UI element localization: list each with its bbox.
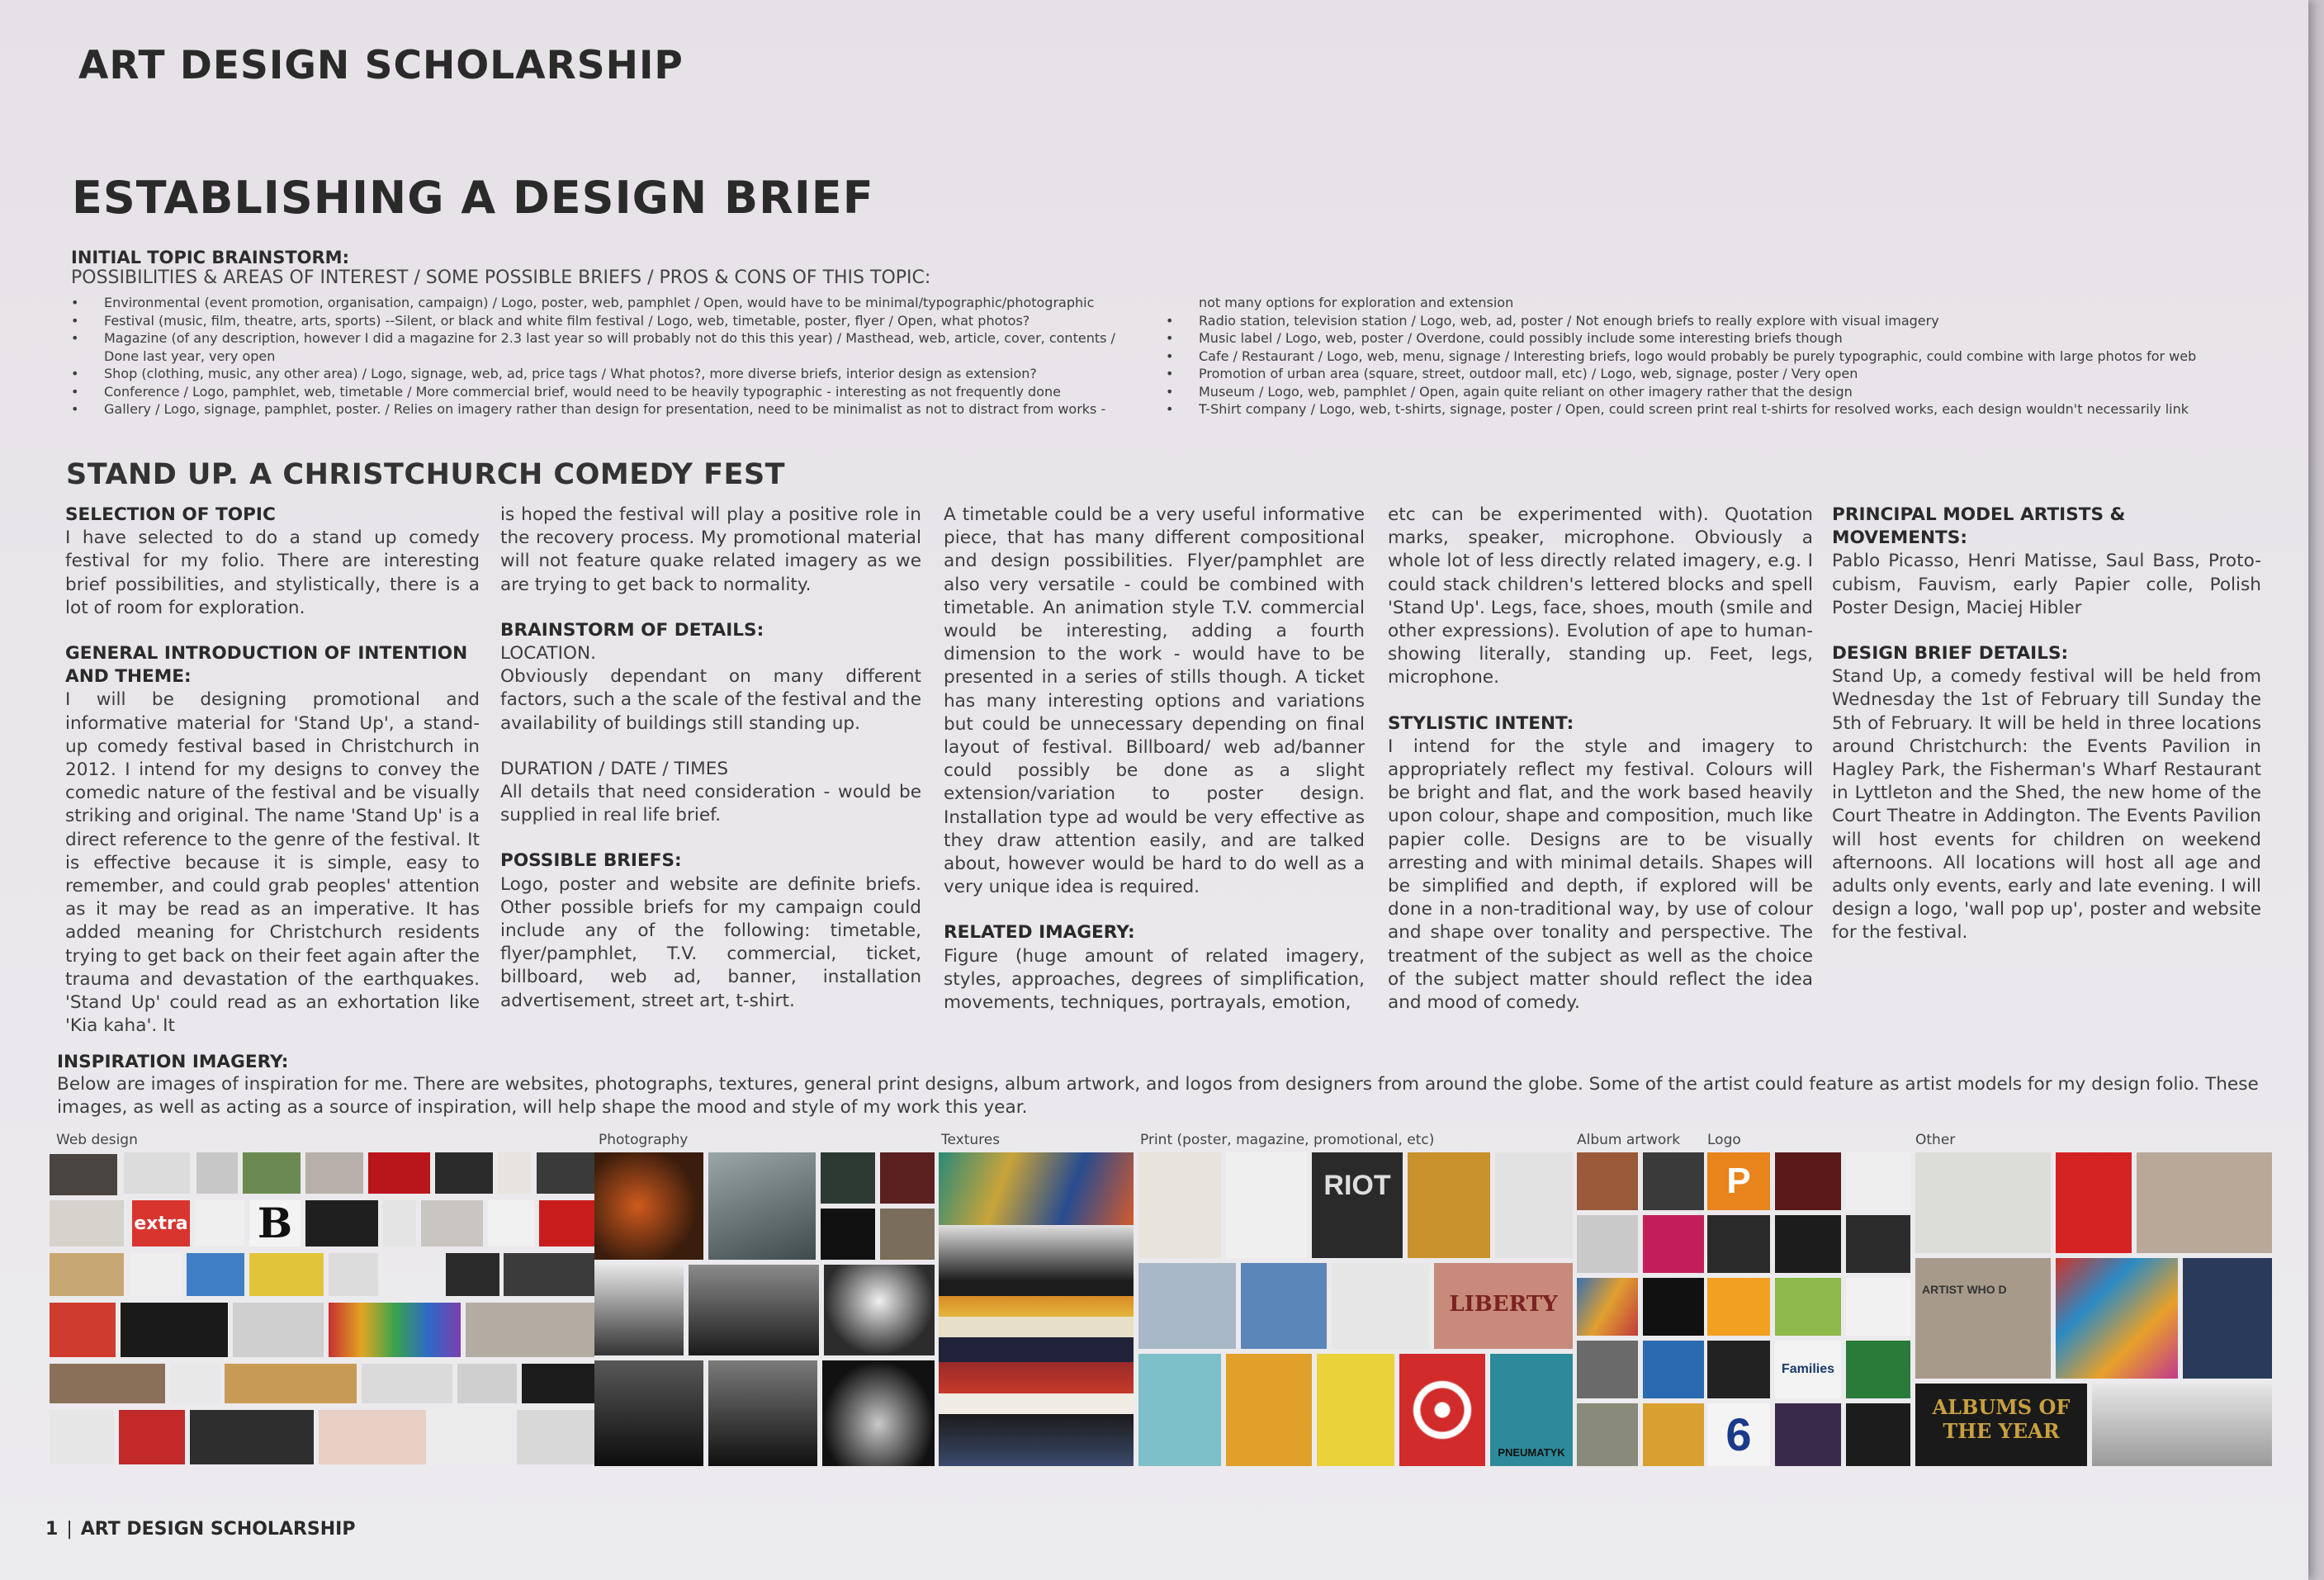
web-thumbnail: [446, 1253, 499, 1296]
web-thumbnail: [421, 1200, 483, 1246]
category-label-logo: Logo: [1707, 1132, 1741, 1148]
brainstorm-subheading: POSSIBILITIES & AREAS OF INTEREST / SOME POSSIBLE BRIEFS / PROS & CONS OF THIS TOPIC:: [71, 267, 931, 288]
print-thumbnail: [1408, 1152, 1490, 1258]
list-item: • Music label / Logo, web, poster / Overdone, could possibly include some interesting briefs though: [1166, 329, 2264, 348]
brainstorm-list-left: [71, 294, 1144, 419]
print-thumbnail: [1138, 1354, 1221, 1466]
text-column-1: [65, 504, 480, 1038]
print-thumbnail: [1226, 1152, 1307, 1258]
print-thumbnail: [1317, 1354, 1394, 1466]
location-label: LOCATION.: [500, 643, 597, 665]
web-thumbnail: [537, 1152, 594, 1194]
print-thumbnail-pneumatyk: PNEUMATYK: [1490, 1354, 1573, 1466]
list-item: • T-Shirt company / Logo, web, t-shirts, signage, poster / Open, could screen print real t-shirts for resolved works, each design wouldn't necessarily link: [1166, 400, 2264, 419]
text-column-5: [1832, 504, 2261, 945]
list-item: • Magazine (of any description, however I did a magazine for 2.3 last year so will probably not do this this year) / Masthead, web, article, cover, contents /: [71, 329, 1144, 348]
web-thumbnail: [305, 1152, 363, 1194]
brief-details-heading: DESIGN BRIEF DETAILS:: [1832, 643, 2069, 665]
print-image-grid: [1138, 1152, 1573, 1466]
logo-thumbnail: [1707, 1278, 1770, 1336]
web-thumbnail-letter: B: [249, 1200, 301, 1246]
logo-thumbnail: [1775, 1403, 1841, 1466]
web-thumbnail: [50, 1303, 116, 1357]
other-thumbnail-albums: ALBUMS OF THE YEAR: [1915, 1384, 2087, 1466]
logo-thumbnail-p: P: [1707, 1152, 1770, 1210]
photo-thumbnail: [824, 1265, 935, 1355]
print-thumbnail: [1138, 1152, 1221, 1258]
festival-title: STAND UP. A CHRISTCHURCH COMEDY FEST: [66, 458, 786, 491]
list-item: • Gallery / Logo, signage, pamphlet, poster. / Relies on imagery rather than design for presentation, need to be minimalist as not to distract from works -: [71, 400, 1144, 419]
selection-heading: SELECTION OF TOPIC: [65, 504, 276, 525]
album-thumbnail: [1577, 1341, 1638, 1398]
texture-thumbnail: [939, 1362, 1134, 1466]
web-thumbnail: [329, 1303, 461, 1357]
list-item: • Shop (clothing, music, any other area) / Logo, signage, web, ad, price tags / What photos?, more diverse briefs, interior design as extension?: [71, 365, 1144, 383]
web-thumbnail: [233, 1303, 324, 1357]
web-thumbnail: [539, 1200, 594, 1246]
other-image-grid: [1915, 1152, 2272, 1466]
category-label-album-artwork: Album artwork: [1577, 1132, 1681, 1148]
footer: [45, 1519, 355, 1540]
list-item: • Festival (music, film, theatre, arts, sports) --Silent, or black and white film festival / Logo, web, timetable, poster, flyer / Open, what photos?: [71, 312, 1144, 330]
album-artwork-grid: [1577, 1152, 1707, 1466]
web-thumbnail: [431, 1410, 512, 1464]
brainstorm-heading: INITIAL TOPIC BRAINSTORM:: [71, 248, 349, 267]
textures-image-grid: [939, 1152, 1134, 1466]
category-label-photography: Photography: [599, 1132, 689, 1148]
print-thumbnail-liberty: LIBERTY: [1434, 1263, 1573, 1349]
web-thumbnail: [319, 1410, 426, 1464]
brainstorm-list-right: [1166, 294, 2264, 419]
album-thumbnail: [1577, 1403, 1638, 1466]
text-column-3: [944, 504, 1365, 1015]
album-thumbnail: [1643, 1403, 1704, 1466]
logo-thumbnail: [1846, 1152, 1910, 1210]
web-thumbnail: [196, 1152, 238, 1194]
web-thumbnail-extra: extra: [132, 1200, 190, 1246]
photo-thumbnail: [594, 1360, 703, 1466]
related-heading: RELATED IMAGERY:: [944, 922, 1135, 944]
web-thumbnail: [190, 1410, 314, 1464]
web-thumbnail: [383, 1200, 416, 1246]
web-thumbnail: [225, 1364, 357, 1403]
web-thumbnail: [187, 1253, 244, 1296]
list-item: • Museum / Logo, web, pamphlet / Open, again quite reliant on other imagery rather that the design: [1166, 383, 2264, 401]
photo-thumbnail: [821, 1209, 875, 1260]
stylistic-text: I intend for the style and imagery to appropriately reflect my festival. Colours will be bright and flat, and the work based heavily upon colour, shape and composition, much like papier colle. Designs are to be visually arresting and with minimal details. Shapes will be simplified and depth, if explored will be done in a non-traditional way, by use of colour and shape over tonality and perspective. The treatment of the subject as well as the choice of the subject matter should reflect the idea and mood of comedy.: [1388, 736, 1813, 1014]
web-thumbnail: [50, 1410, 114, 1464]
print-thumbnail-riot: RIOT: [1312, 1152, 1403, 1258]
footer-title: ART DESIGN SCHOLARSHIP: [80, 1519, 356, 1540]
logo-thumbnail: [1707, 1341, 1770, 1398]
logo-thumbnail: [1707, 1215, 1770, 1273]
artists-heading: PRINCIPAL MODEL ARTISTS & MOVEMENTS:: [1832, 504, 2126, 549]
web-design-image-grid: [50, 1152, 594, 1466]
logo-thumbnail: [1775, 1278, 1841, 1336]
web-thumbnail: [498, 1152, 531, 1194]
photo-thumbnail: [880, 1209, 935, 1260]
print-thumbnail: [1332, 1263, 1429, 1349]
print-thumbnail: [1226, 1354, 1312, 1466]
category-label-print: Print (poster, magazine, promotional, etc): [1140, 1132, 1435, 1148]
briefs-continued: A timetable could be a very useful informative piece, that has many different compositional and design possibilities. Flyer/pamphlet are also very versatile - could be combined with timetable. An animation style T.V. commercial would be interesting, adding a fourth dimension to the work - would have to be presented in a series of stills though. A ticket has many interesting options and variations but could be unnecessary depending on final layout of festival. Billboard/ web ad/banner could possibly be done as a slight extension/variation to poster design. Installation type ad would be very effective as they draw attention easily, and are talked about, however would be hard to do well as a very unique idea is required.: [944, 504, 1365, 898]
list-item: • Environmental (event promotion, organisation, campaign) / Logo, poster, web, pamphlet / Open, would have to be minimal/typographic/photographic: [71, 294, 1144, 312]
album-thumbnail: [1643, 1341, 1704, 1398]
photo-thumbnail: [594, 1152, 703, 1260]
web-thumbnail: [362, 1364, 452, 1403]
web-thumbnail: [368, 1152, 430, 1194]
texture-thumbnail: [939, 1280, 1134, 1362]
list-item: • Promotion of urban area (square, street, outdoor mall, etc) / Logo, web, signage, poster / Very open: [1166, 365, 2264, 383]
web-thumbnail: [522, 1364, 594, 1403]
other-thumbnail: [1915, 1152, 2051, 1253]
web-thumbnail: [195, 1200, 244, 1246]
logo-thumbnail: [1846, 1403, 1910, 1466]
briefs-heading: POSSIBLE BRIEFS:: [500, 850, 682, 872]
category-label-other: Other: [1915, 1132, 1956, 1148]
logo-image-grid: [1707, 1152, 1910, 1466]
text-column-2: [500, 504, 921, 1013]
photo-thumbnail: [689, 1265, 819, 1355]
album-thumbnail: [1577, 1215, 1638, 1273]
web-thumbnail: [488, 1200, 534, 1246]
duration-label: DURATION / DATE / TIMES: [500, 758, 729, 779]
other-thumbnail: [2056, 1152, 2132, 1253]
intro-heading: GENERAL INTRODUCTION OF INTENTION AND THEME:: [65, 643, 468, 688]
stylistic-heading: STYLISTIC INTENT:: [1388, 712, 1574, 734]
list-item-continuation: not many options for exploration and extension: [1199, 295, 1514, 310]
inspiration-heading: INSPIRATION IMAGERY:: [57, 1052, 289, 1072]
web-thumbnail: [50, 1253, 124, 1296]
photo-thumbnail: [821, 1152, 875, 1204]
photography-image-grid: [594, 1152, 935, 1466]
web-thumbnail: [466, 1303, 594, 1357]
print-thumbnail: [1495, 1152, 1573, 1258]
photo-thumbnail: [822, 1360, 935, 1466]
web-thumbnail: [124, 1152, 190, 1194]
list-item: • Conference / Logo, pamphlet, web, timetable / More commercial brief, would need to be heavily typographic - interesting as not frequently done: [71, 383, 1144, 401]
details-heading: BRAINSTORM OF DETAILS:: [500, 619, 764, 641]
print-thumbnail: [1138, 1263, 1236, 1349]
logo-thumbnail-families: Families: [1775, 1341, 1841, 1398]
print-thumbnail: [1399, 1354, 1485, 1466]
other-thumbnail: [2056, 1258, 2178, 1379]
logo-thumbnail: [1846, 1278, 1910, 1336]
texture-thumbnail: [939, 1152, 1134, 1225]
photo-thumbnail: [594, 1265, 684, 1355]
web-thumbnail: [121, 1303, 228, 1357]
web-thumbnail: [119, 1410, 185, 1464]
web-thumbnail: [457, 1364, 517, 1403]
selection-text: I have selected to do a stand up comedy festival for my folio. There are interesting brief possibilities, and stylistically, there is a lot of room for exploration.: [65, 527, 480, 618]
logo-thumbnail: [1775, 1215, 1841, 1273]
web-thumbnail: [170, 1364, 220, 1403]
web-thumbnail: [435, 1152, 493, 1194]
web-thumbnail: [329, 1253, 378, 1296]
web-thumbnail: [50, 1200, 124, 1246]
artists-text: Pablo Picasso, Henri Matisse, Saul Bass, Proto-cubism, Fauvism, early Papier colle, Polish Poster Design, Maciej Hibler: [1832, 551, 2261, 618]
header-title: ART DESIGN SCHOLARSHIP: [78, 43, 684, 88]
page-number: 1: [45, 1519, 59, 1540]
logo-thumbnail: [1846, 1341, 1910, 1398]
web-thumbnail: [243, 1152, 301, 1194]
texture-thumbnail: [939, 1225, 1134, 1280]
web-thumbnail: [305, 1200, 378, 1246]
logo-thumbnail: [1775, 1152, 1841, 1210]
album-thumbnail: [1643, 1215, 1704, 1273]
web-thumbnail: [130, 1253, 182, 1296]
web-thumbnail: [249, 1253, 324, 1296]
album-thumbnail: [1643, 1152, 1704, 1210]
other-thumbnail: [2137, 1152, 2272, 1253]
related-continued: etc can be experimented with). Quotation marks, speaker, microphone. Obviously a whole lot of less directly related imagery, e.g. I could stack children's lettered blocks and spell 'Stand Up'. Legs, face, shoes, mouth (smile and other expressions). Evolution of ape to human- showing literally, standing up. Feet, legs, microphone.: [1388, 504, 1813, 688]
photo-thumbnail: [880, 1152, 935, 1204]
section-title: ESTABLISHING A DESIGN BRIEF: [72, 172, 874, 224]
related-text: Figure (huge amount of related imagery, styles, approaches, degrees of simplification, movements, techniques, portrayals, emotion,: [944, 945, 1365, 1014]
intro-text: I will be designing promotional and informative material for 'Stand Up', a stand-up comedy festival based in Christchurch in 2012. I intend for my designs to convey the comedic nature of the festival and be visually striking and original. The name 'Stand Up' is a direct reference to the genre of the festival. It is effective because it is simple, easy to remember, and could grab peoples' attention as it may be read as an imperative. It has added meaning for Christchurch residents trying to get back on their feet again after the trauma and devastation of the earthquakes. 'Stand Up' could read as an exhortation like 'Kia kaha'. It: [65, 689, 480, 1037]
other-thumbnail: [2183, 1258, 2272, 1379]
list-item: • Radio station, television station / Logo, web, ad, poster / Not enough briefs to really explore with visual imagery: [1166, 312, 2264, 330]
text-column-4: [1388, 504, 1813, 1015]
album-thumbnail: [1577, 1152, 1638, 1210]
album-thumbnail: [1577, 1278, 1638, 1336]
category-label-textures: Textures: [941, 1132, 1001, 1148]
web-thumbnail: [517, 1410, 594, 1464]
duration-text: All details that need consideration - would be supplied in real life brief.: [500, 782, 921, 826]
logo-thumbnail: [1846, 1215, 1910, 1273]
list-item: • Cafe / Restaurant / Logo, web, menu, signage / Interesting briefs, logo would probably be purely typographic, could combine with large photos for web: [1166, 348, 2264, 366]
footer-separator: |: [66, 1519, 73, 1540]
web-thumbnail: [50, 1364, 165, 1403]
briefs-text: Logo, poster and website are definite briefs. Other possible briefs for my campaign could include any of the following: timetable, flyer/pamphlet, T.V. commercial, ticket, billboard, web ad, banner, installation advertisement, street art, t-shirt.: [500, 873, 921, 1011]
other-thumbnail: [2092, 1384, 2272, 1466]
other-thumbnail-artist: ARTIST WHO D: [1915, 1258, 2051, 1379]
photo-thumbnail: [708, 1360, 817, 1466]
photo-thumbnail: [708, 1152, 816, 1260]
brief-details-text: Stand Up, a comedy festival will be held from Wednesday the 1st of February till Sunday the 5th of February. It will be held in three locations around Christchurch: the Events Pavilion in Hagley Park, the Fisherman's Wharf Restaurant in Lyttleton and the Shed, the new home of the Court Theatre in Addington. The Events Pavilion will host events for children on weekend afternoons. All locations will host all age and adults only events, early and late evening. I will design a logo, 'wall pop up', poster and website for the festival.: [1832, 666, 2261, 944]
album-thumbnail: [1643, 1278, 1704, 1336]
inspiration-text: Below are images of inspiration for me. There are websites, photographs, textures, general print designs, album artwork, and logos from designers from around the globe. Some of the artist could feature as artist models for my design folio. These images, as well as acting as a source of inspiration, will help shape the mood and style of my work this year.: [57, 1074, 2259, 1118]
logo-thumbnail-6: 6: [1707, 1403, 1770, 1466]
intro-continued: is hoped the festival will play a positive role in the recovery process. My promotional material will not feature quake related imagery as we are trying to get back to normality.: [500, 504, 921, 595]
web-thumbnail: [504, 1253, 594, 1296]
list-item-continuation: Done last year, very open: [104, 348, 276, 364]
category-label-web-design: Web design: [56, 1132, 138, 1148]
web-thumbnail: [50, 1154, 117, 1195]
location-text: Obviously dependant on many different factors, such a the scale of the festival and the availability of buildings still standing up.: [500, 666, 921, 734]
print-thumbnail: [1241, 1263, 1327, 1349]
